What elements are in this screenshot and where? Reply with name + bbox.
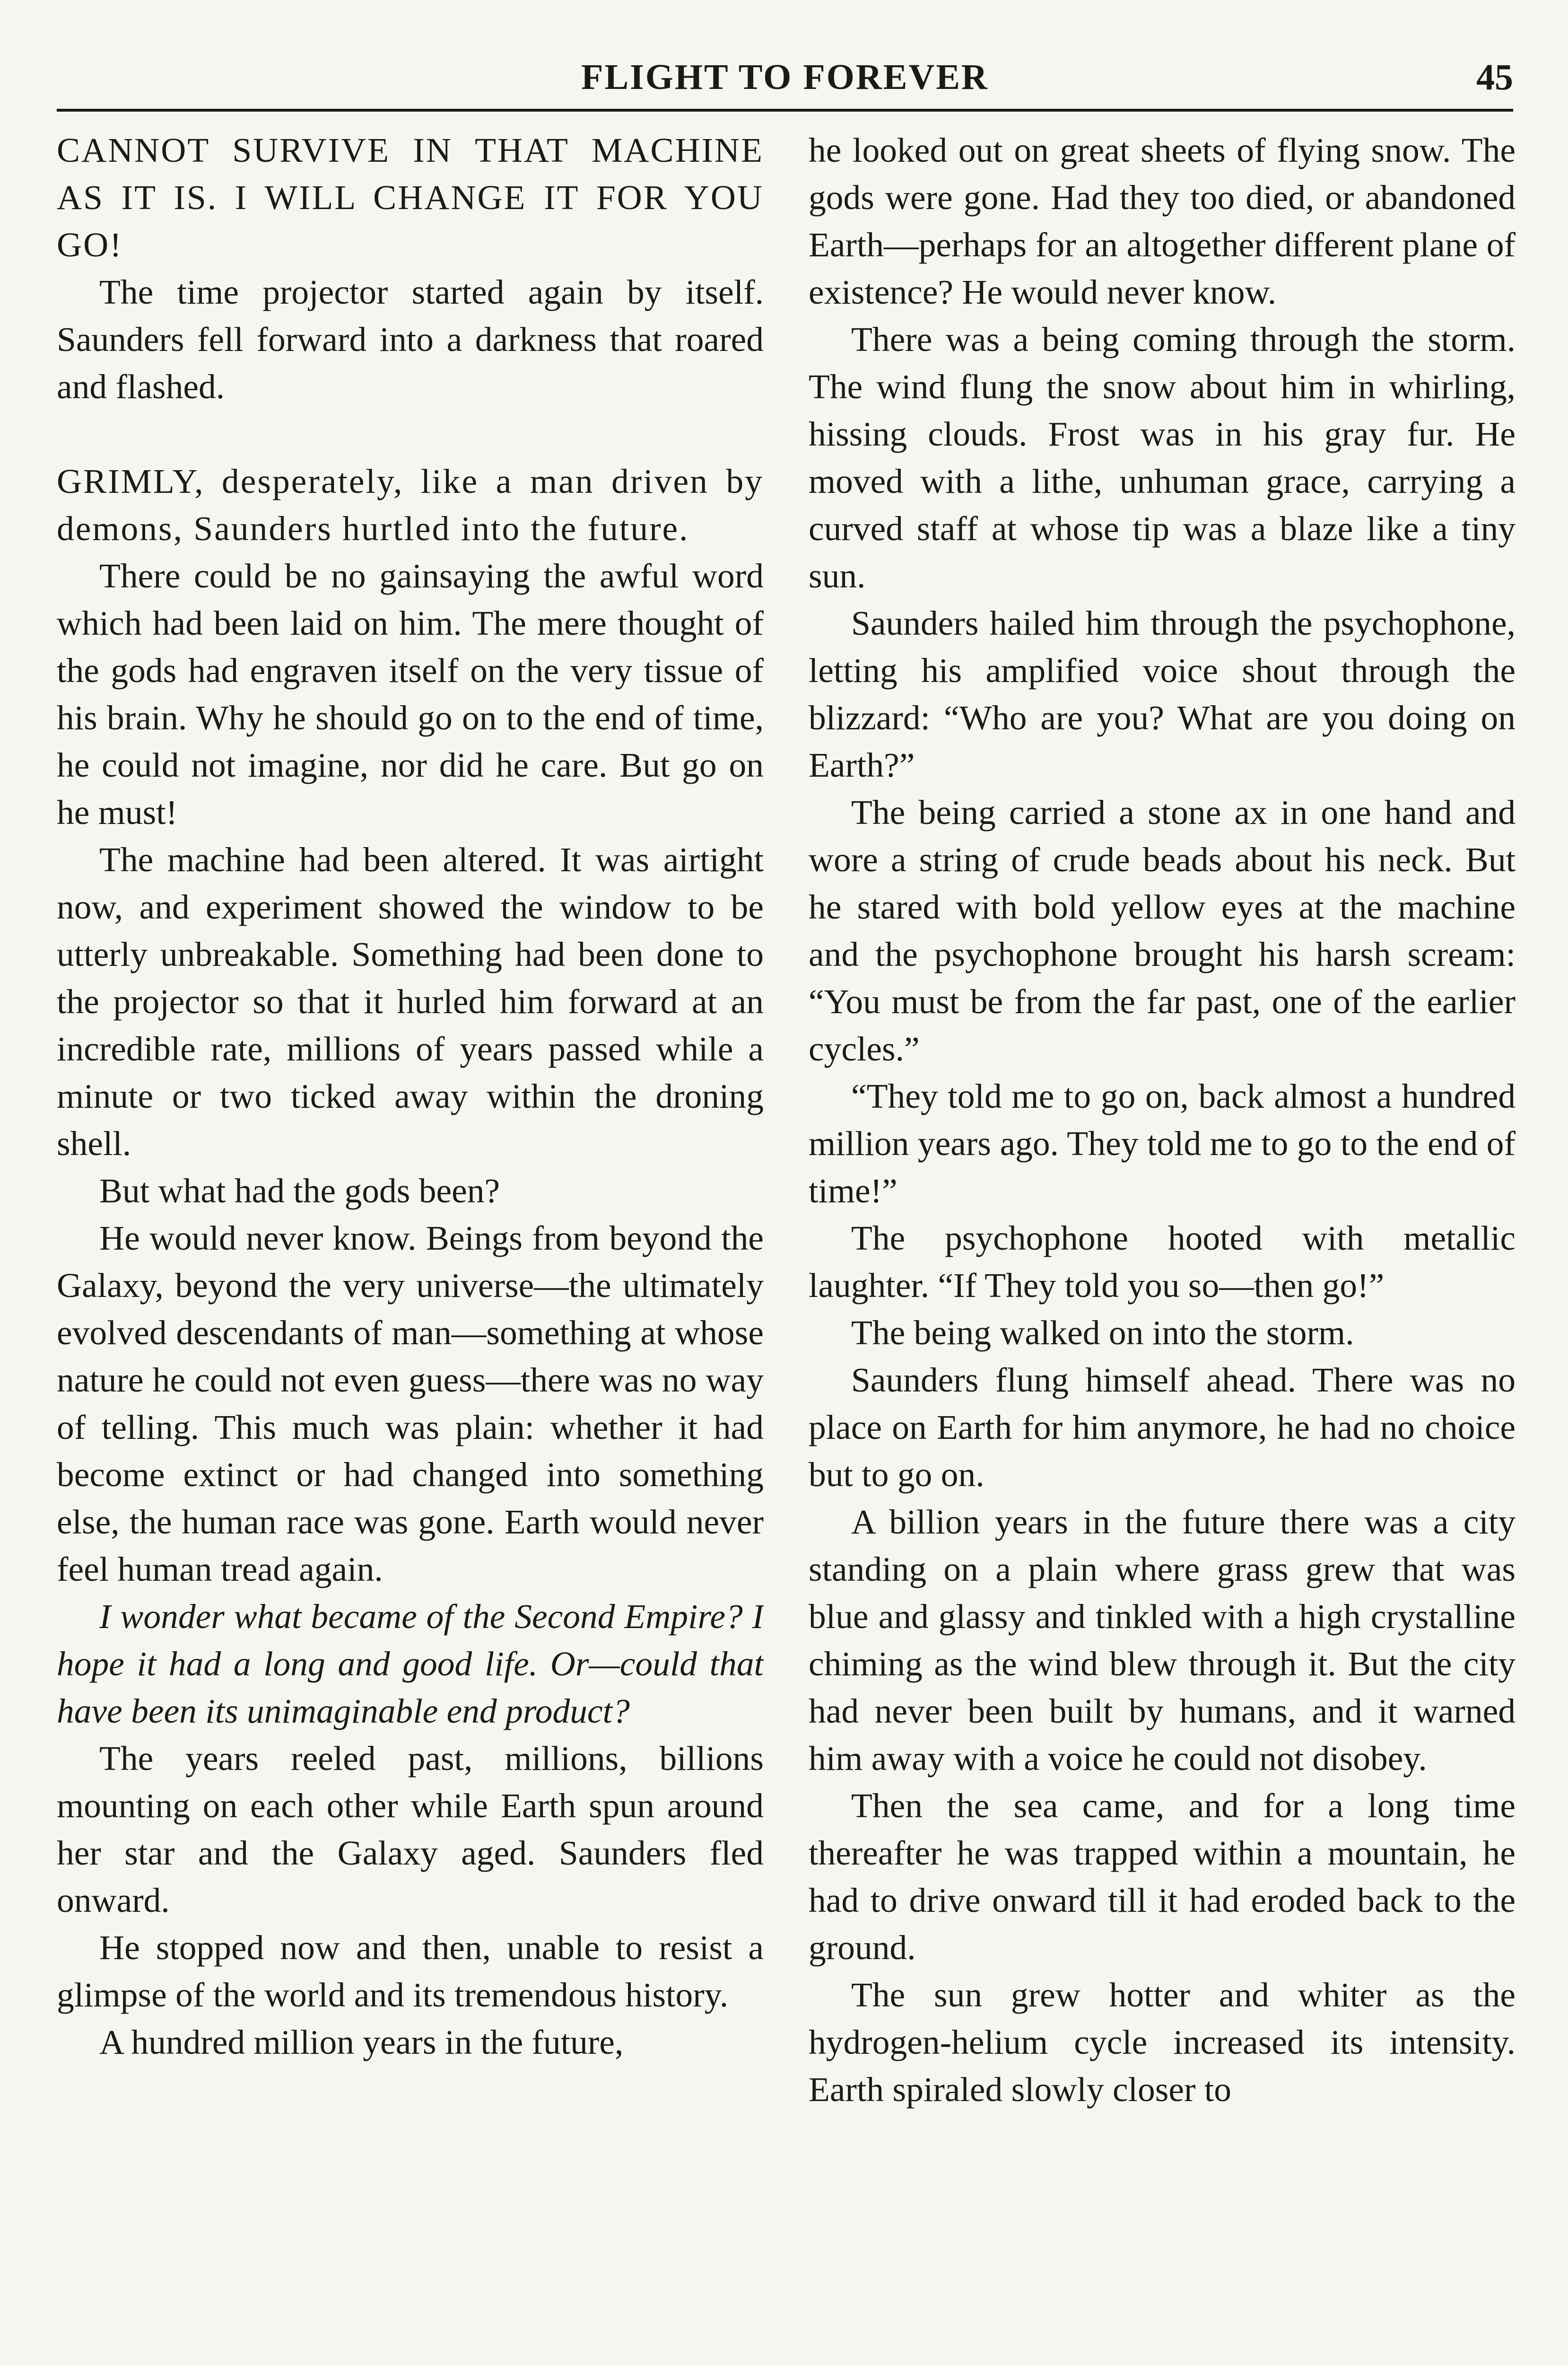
- paragraph-right-8: A billion years in the future there was a city standing on a plain where grass grew that was blue and glassy and tinkled with a high crystalline chiming as the wind blew through it. But the city had never been built by humans, and it warned him away with a voice he could not disobey.: [809, 1503, 1516, 1778]
- paragraph-left-7: I wonder what became of the Second Empire? I hope it had a long and good life. Or—could that have been its unimaginable end product?: [57, 1597, 764, 1730]
- paragraph-left-0: CANNOT SURVIVE IN THAT MACHINE AS IT IS. I WILL CHANGE IT FOR YOU GO!: [57, 131, 764, 264]
- paragraph-left-9: He stopped now and then, unable to resist a glimpse of the world and its tremendous history.: [57, 1928, 764, 2014]
- paragraph-right-7: Saunders flung himself ahead. There was no place on Earth for him anymore, he had no choice but to go on.: [809, 1361, 1516, 1494]
- paragraph-right-9: Then the sea came, and for a long time thereafter he was trapped within a mountain, he had to drive onward till it had eroded back to the ground.: [809, 1787, 1516, 1967]
- paragraph-right-0: he looked out on great sheets of flying snow. The gods were gone. Had they too died, or abandoned Earth—perhaps for an altogether different plane of existence? He would never know.: [809, 131, 1516, 311]
- paragraph-left-10: A hundred million years in the future,: [99, 2023, 624, 2061]
- right-column: [809, 127, 1516, 2365]
- running-title: FLIGHT TO FOREVER: [581, 57, 989, 97]
- paragraph-left-5: But what had the gods been?: [99, 1172, 500, 1210]
- paragraph-right-1: There was a being coming through the storm. The wind flung the snow about him in whirling, hissing clouds. Frost was in his gray fur. He moved with a lithe, unhuman grace, carrying a curved staff at whose tip was a blaze like a tiny sun.: [809, 320, 1516, 595]
- left-column: [57, 127, 764, 2365]
- paragraph-right-10: The sun grew hotter and whiter as the hydrogen-helium cycle increased its intensity. Earth spiraled slowly closer to: [809, 1976, 1516, 2109]
- paragraph-right-3: The being carried a stone ax in one hand and wore a string of crude beads about his neck. But he stared with bold yellow eyes at the machine and the psychophone brought his harsh scream: “You must be from the far past, one of the earlier cycles.”: [809, 793, 1516, 1068]
- page-number: 45: [1476, 56, 1513, 97]
- paragraph-right-4: “They told me to go on, back almost a hundred million years ago. They told me to go to the end of time!”: [809, 1077, 1516, 1210]
- paragraph-right-2: Saunders hailed him through the psychophone, letting his amplified voice shout through the blizzard: “Who are you? What are you doing on Earth?”: [809, 604, 1516, 784]
- paragraph-left-8: The years reeled past, millions, billions mounting on each other while Earth spun around her star and the Galaxy aged. Saunders fled onward.: [57, 1739, 764, 1919]
- running-header: [57, 52, 1513, 112]
- paragraph-left-6: He would never know. Beings from beyond the Galaxy, beyond the very universe—the ultimately evolved descendants of man—something at whose nature he could not even guess—there was no way of telling. This much was plain: whether it had become extinct or had changed into something else, the human race was gone. Earth would never feel human tread again.: [57, 1219, 764, 1588]
- paragraph-left-2: GRIMLY, desperately, like a man driven by demons, Saunders hurtled into the future.: [57, 462, 764, 548]
- paragraph-left-1: The time projector started again by itself. Saunders fell forward into a darkness that roared and flashed.: [57, 273, 764, 406]
- paragraph-right-6: The being walked on into the storm.: [851, 1314, 1354, 1352]
- paragraph-left-3: There could be no gainsaying the awful word which had been laid on him. The mere thought of the gods had engraven itself on the very tissue of his brain. Why he should go on to the end of time, he could not imagine, nor did he care. But go on he must!: [57, 557, 764, 832]
- paragraph-right-5: The psychophone hooted with metallic laughter. “If They told you so—then go!”: [809, 1219, 1516, 1305]
- paragraph-left-4: The machine had been altered. It was airtight now, and experiment showed the window to be utterly unbreakable. Something had been done to the projector so that it hurled him forward at an incredible rate, millions of years passed while a minute or two ticked away within the droning shell.: [57, 841, 764, 1163]
